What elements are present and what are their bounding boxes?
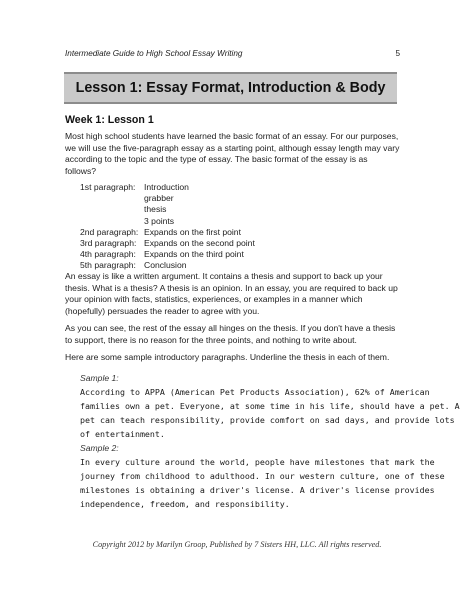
text-line: follows? [65,165,97,176]
sample-2-label: Sample 2: [80,443,119,453]
format-value: Conclusion [144,260,187,271]
format-row [80,216,255,227]
sample-line: independence, freedom, and responsibility. [80,499,290,509]
intro-paragraph [65,131,399,177]
text-line: As you can see, the rest of the essay all hinges on the thesis. If you don't have a thesis [65,323,396,333]
page-number: 5 [395,49,400,58]
sample-line: journey from childhood to adulthood. In our western culture, one of these [80,471,445,481]
format-value: thesis [144,204,167,215]
essay-format-list [80,182,255,272]
text-line: An essay is like a written argument. It contains a thesis and support to back up your [65,271,383,281]
thesis-paragraph [65,323,395,346]
format-value: Expands on the first point [144,226,241,237]
sample-line: of entertainment. [80,429,165,439]
format-value: grabber [144,193,174,204]
samples-intro [65,352,389,364]
format-row [80,238,255,249]
format-row [80,204,255,215]
lesson-title: Lesson 1: Essay Format, Introduction & Body [75,80,386,96]
running-header [65,49,400,58]
format-row [80,249,255,260]
format-value: Introduction [144,182,189,192]
text-line: Here are some sample introductory paragraphs. Underline the thesis in each of them. [65,352,390,362]
sample-line: milestones is obtaining a driver's license. A driver's license provides [80,485,435,495]
sample-2-text [80,455,445,511]
sample-line: According to APPA (American Pet Products Association), 62% of American [80,387,430,397]
text-line: we will use the five-paragraph essay as a starting point, although essay length may vary [65,142,400,153]
argument-paragraph [65,271,398,317]
format-row [80,182,255,193]
sample-line: In every culture around the world, people have milestones that mark the [80,457,435,467]
sample-line: pet can teach responsibility, provide comfort on sad days, and provide lots [80,415,455,425]
format-value: 3 points [144,215,175,226]
text-line: your opinion with facts, statistics, experiences, or examples in a manner which [65,294,363,304]
format-label: 5th paragraph: [80,260,136,271]
format-row [80,193,255,204]
format-label: 3rd paragraph: [80,238,137,249]
format-row [80,260,255,271]
text-line: according to the topic and the type of essay. The basic format of the essay is as [65,154,368,164]
header-title: Intermediate Guide to High School Essay Writing [65,49,243,58]
text-line: to support, there is no reason for the three points, and nothing to write about. [65,334,357,345]
format-label: 2nd paragraph: [80,226,139,237]
sample-1-text [80,385,460,441]
copyright-footer: Copyright 2012 by Marilyn Groop, Published by 7 Sisters HH, LLC. All rights reserved. [92,540,382,549]
sample-1-label: Sample 1: [80,373,119,383]
format-label [80,216,144,227]
format-label: 4th paragraph: [80,249,136,260]
format-value: Expands on the third point [144,249,244,260]
lesson-title-banner [64,72,397,104]
sample-line: families own a pet. Everyone, at some time in his life, should have a pet. A [80,401,460,411]
week-heading: Week 1: Lesson 1 [65,114,154,126]
text-line: Most high school students have learned the basic format of an essay. For our purposes, [65,131,399,141]
text-line: thesis. What is a thesis? A thesis is an opinion. In an essay, you are required to back up [65,282,398,293]
format-row [80,227,255,238]
format-value: Expands on the second point [144,238,255,249]
format-label [80,204,144,215]
format-label [80,193,144,204]
format-label: 1st paragraph: [80,182,136,192]
text-line: (hopefully) persuades the reader to agree with you. [65,305,260,316]
